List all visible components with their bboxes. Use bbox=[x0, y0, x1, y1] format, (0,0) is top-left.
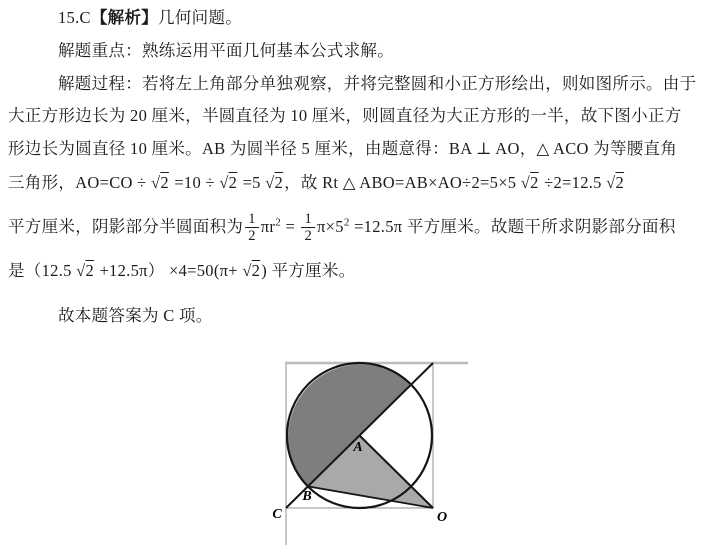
text-segment: 几何问题。 bbox=[158, 8, 243, 27]
geometry-figure bbox=[255, 352, 485, 559]
process-line-1 bbox=[58, 72, 696, 95]
point-label-o: O bbox=[436, 510, 448, 525]
text-segment: ) 平方厘米。 bbox=[261, 261, 356, 280]
point-label-b: B bbox=[302, 489, 312, 504]
process-line-3 bbox=[8, 137, 677, 160]
superscript: 2 bbox=[275, 216, 282, 229]
process-line-5 bbox=[8, 204, 676, 250]
text-segment: ÷2=12.5 bbox=[539, 173, 607, 192]
sqrt-expression: √2 bbox=[242, 261, 261, 280]
text-segment: π×5 bbox=[317, 217, 344, 236]
text-segment: 解题过程：若将左上角部分单独观察，并将完整圆和小正方形绘出，则如图所示。由于 bbox=[58, 74, 697, 93]
fraction: $\frac{1}{2}$ bbox=[245, 211, 259, 244]
text-segment: 平方厘米，阴影部分半圆面积为 bbox=[8, 217, 244, 236]
fraction: $\frac{1}{2}$ bbox=[301, 211, 315, 244]
process-line-4 bbox=[8, 171, 625, 194]
sqrt-expression: √2 bbox=[265, 173, 284, 192]
text-segment: 三角形，AO=CO ÷ bbox=[8, 173, 151, 192]
sqrt-expression: √2 bbox=[606, 173, 625, 192]
text-segment: =12.5π 平方厘米。故题干所求阴影部分面积 bbox=[349, 217, 676, 236]
text-segment: 是（12.5 bbox=[8, 261, 77, 280]
text-segment: =5 bbox=[238, 173, 266, 192]
text-segment: 形边长为圆直径 10 厘米。AB 为圆半径 5 厘米，由题意得：BA ⊥ AO，△ ACO 为等腰直角 bbox=[8, 139, 678, 158]
text-segment: 大正方形边长为 20 厘米，半圆直径为 10 厘米，则圆直径为大正方形的一半，故下图小正方 bbox=[8, 106, 682, 125]
text-segment: 解题重点：熟练运用平面几何基本公式求解。 bbox=[58, 41, 394, 60]
solution-header-line bbox=[58, 6, 242, 29]
sqrt-expression: √2 bbox=[76, 261, 95, 280]
text-segment: πr bbox=[260, 217, 276, 236]
point-label-a: A bbox=[353, 440, 363, 455]
process-line-6 bbox=[8, 258, 355, 284]
text-segment: +12.5π） ×4=50(π+ bbox=[95, 261, 243, 280]
text-segment: ，故 Rt △ ABO=AB×AO÷2=5×5 bbox=[284, 173, 521, 192]
answer-line bbox=[58, 303, 213, 329]
sqrt-expression: √2 bbox=[219, 173, 238, 192]
point-label-c: C bbox=[272, 507, 282, 522]
text-segment: = bbox=[281, 217, 300, 236]
text-segment: =10 ÷ bbox=[169, 173, 220, 192]
process-line-2 bbox=[8, 104, 682, 127]
superscript: 2 bbox=[343, 216, 350, 229]
text-segment: 故本题答案为 C 项。 bbox=[58, 306, 213, 325]
text-segment: 15.C bbox=[58, 8, 91, 27]
sqrt-expression: √2 bbox=[520, 173, 539, 192]
sqrt-expression: √2 bbox=[150, 173, 169, 192]
key-point-line bbox=[58, 39, 394, 62]
text-segment: 【解析】 bbox=[90, 8, 159, 27]
